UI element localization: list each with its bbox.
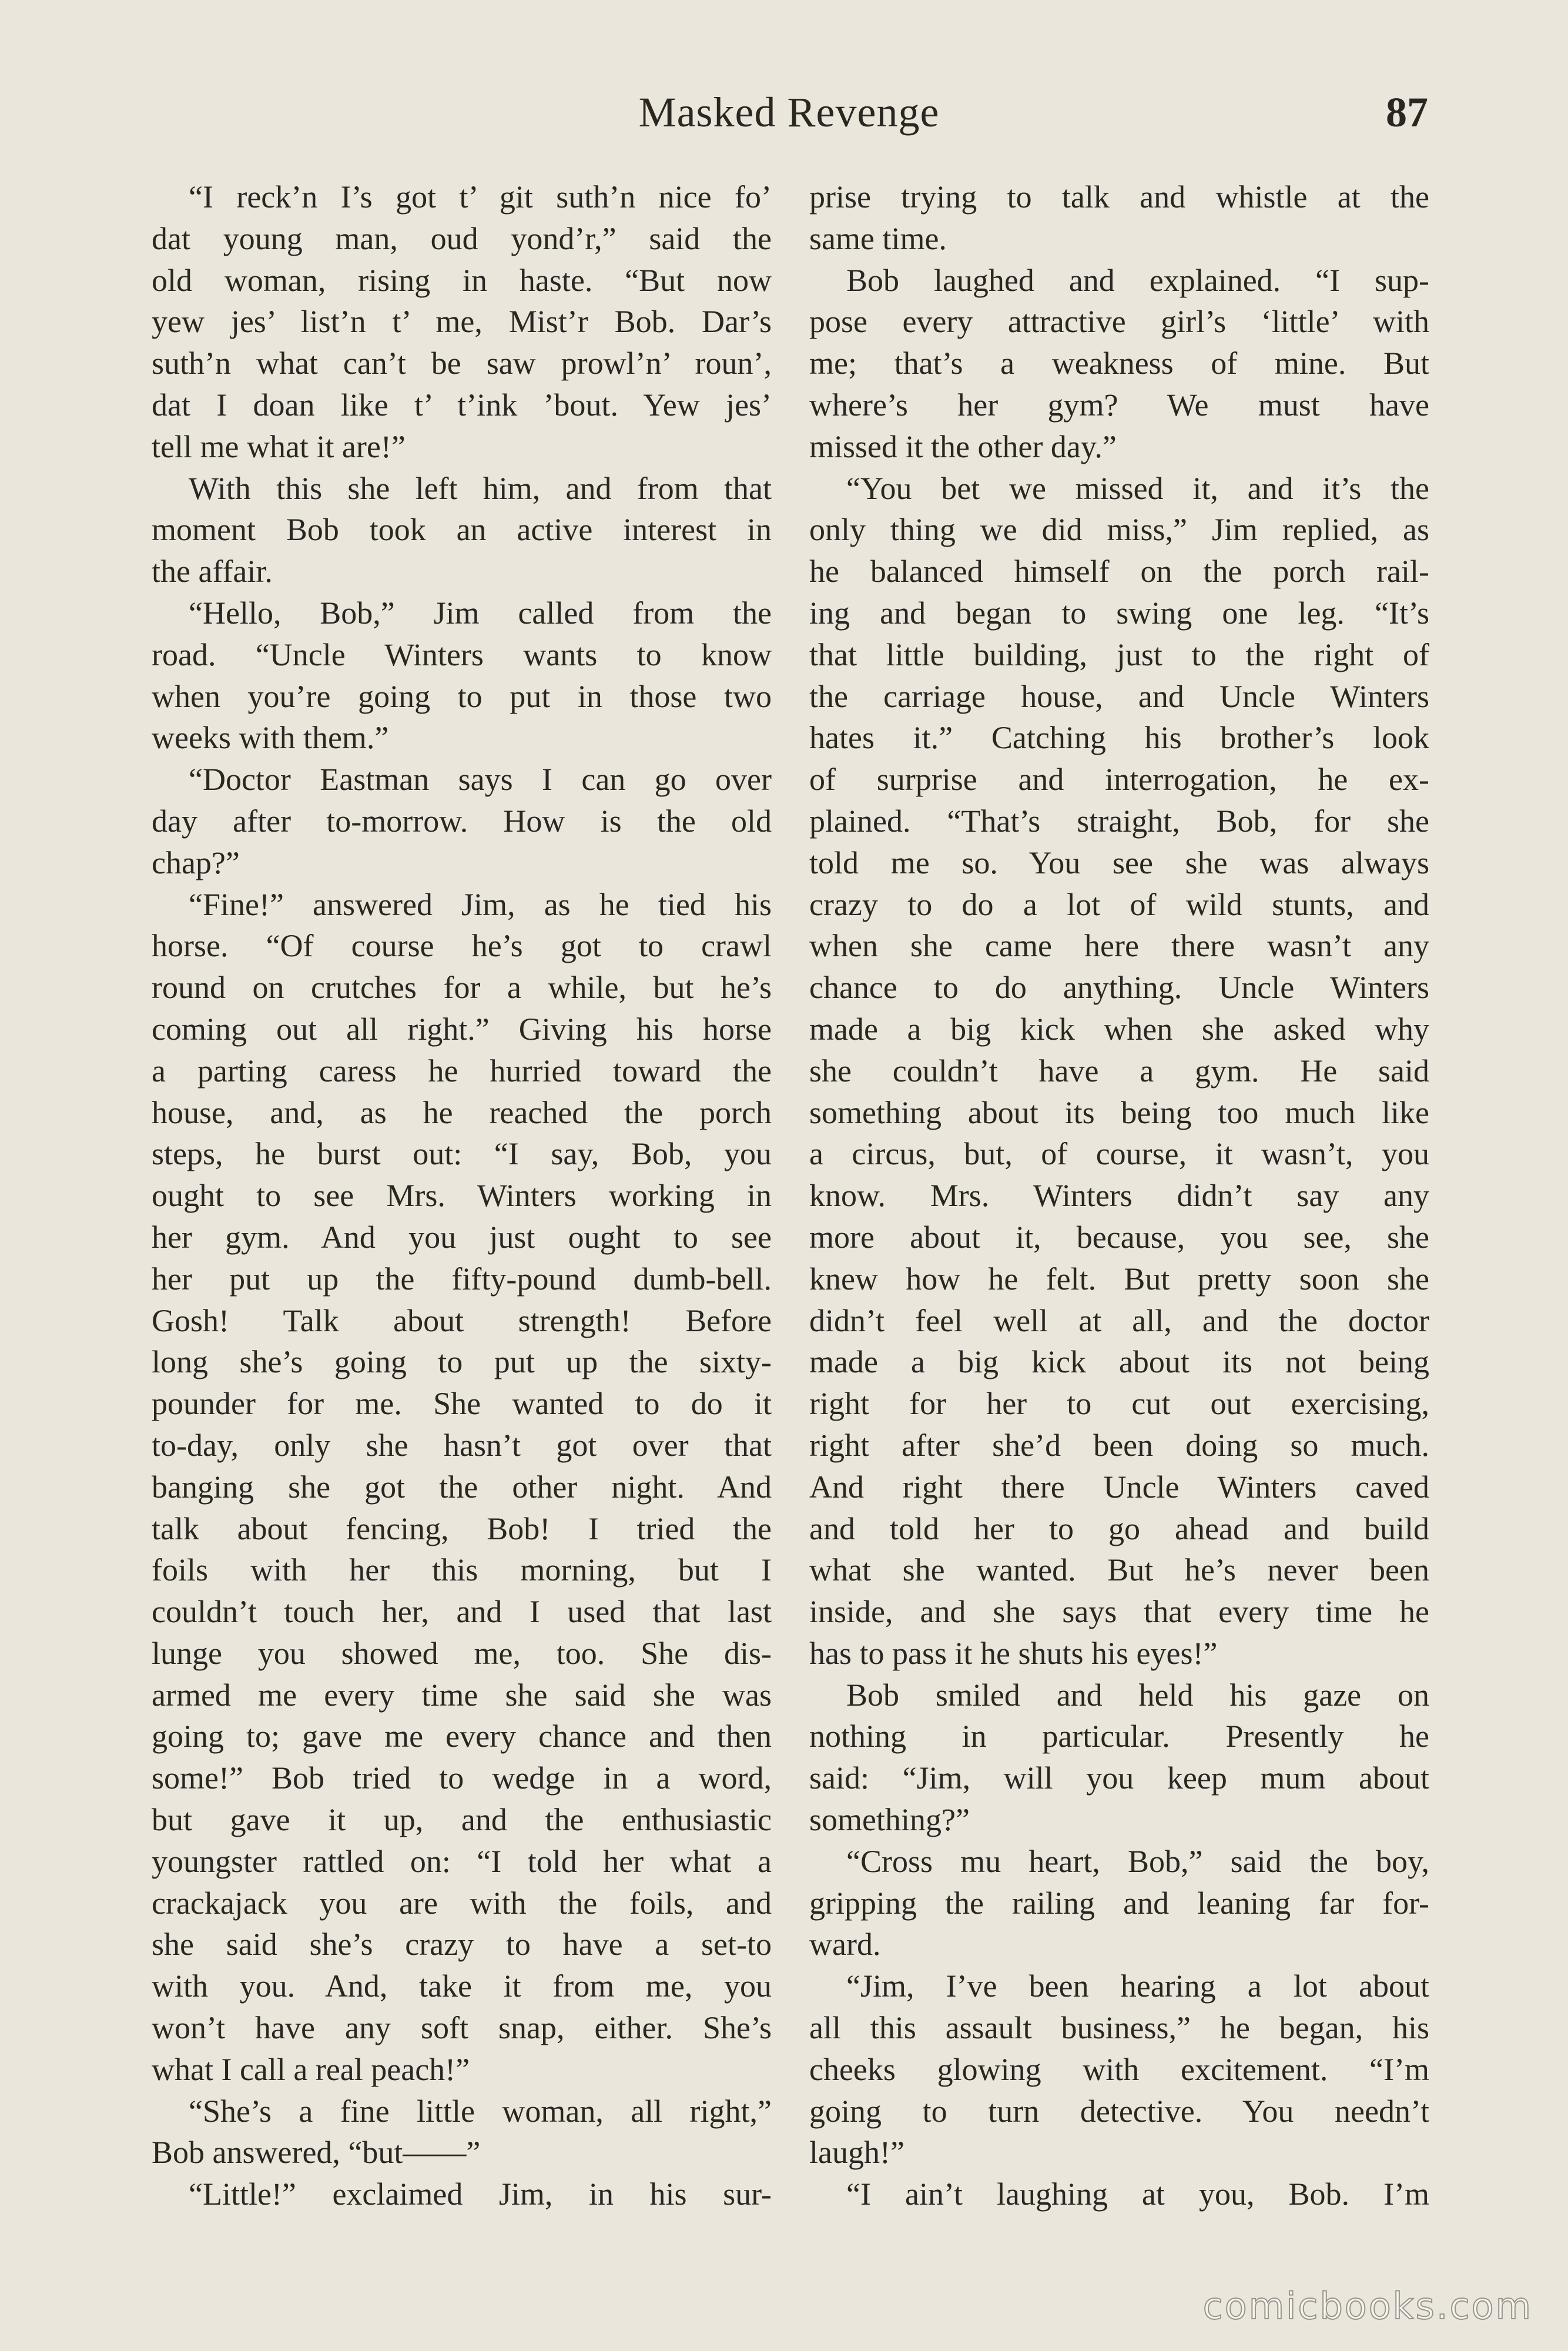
text-line: house, and, as he reached the porch [152, 1094, 772, 1130]
text-line: a parting caress he hurried toward the [152, 1053, 772, 1089]
text-line: coming out all right.” Giving his horse [152, 1011, 772, 1047]
text-line: right for her to cut out exercising, [809, 1386, 1429, 1422]
left-text-column [152, 176, 772, 2215]
text-line: know. Mrs. Winters didn’t say any [809, 1178, 1429, 1214]
text-line: “I ain’t laughing at you, Bob. I’m [846, 2176, 1429, 2212]
text-line: talk about fencing, Bob! I tried the [152, 1511, 772, 1546]
text-line: Gosh! Talk about strength! Before [152, 1302, 772, 1338]
text-line: and told her to go ahead and build [809, 1511, 1429, 1546]
text-line: all this assault business,” he began, his [809, 2010, 1429, 2046]
text-line: plained. “That’s straight, Bob, for she [809, 803, 1429, 839]
text-line: horse. “Of course he’s got to crawl [152, 928, 772, 964]
text-line: going to turn detective. You needn’t [809, 2093, 1429, 2129]
text-line: suth’n what can’t be saw prowl’n’ roun’, [152, 346, 772, 381]
text-line: round on crutches for a while, but he’s [152, 970, 772, 1006]
text-line: Bob answered, “but——” [152, 2135, 481, 2171]
text-line: made a big kick about its not being [809, 1344, 1429, 1380]
text-line: “Cross mu heart, Bob,” said the boy, [846, 1843, 1429, 1879]
text-line: dat I doan like t’ t’ink ’bout. Yew jes’ [152, 387, 772, 423]
text-line: cheeks glowing with excitement. “I’m [809, 2051, 1429, 2087]
text-line: youngster rattled on: “I told her what a [152, 1843, 772, 1879]
text-line: dat young man, oud yond’r,” said the [152, 220, 772, 256]
text-line: banging she got the other night. And [152, 1469, 772, 1505]
text-line: she couldn’t have a gym. He said [809, 1053, 1429, 1089]
text-line: “Jim, I’ve been hearing a lot about [846, 1968, 1429, 2004]
text-line: road. “Uncle Winters wants to know [152, 637, 772, 672]
text-line: tell me what it are!” [152, 428, 406, 464]
page-number: 87 [1386, 89, 1428, 136]
text-line: gripping the railing and leaning far for- [809, 1885, 1429, 1921]
text-line: of surprise and interrogation, he ex- [809, 762, 1429, 798]
text-line: hates it.” Catching his brother’s look [809, 720, 1429, 756]
text-line: moment Bob took an active interest in [152, 512, 772, 548]
text-line: the affair. [152, 554, 273, 590]
text-line: more about it, because, you see, she [809, 1219, 1429, 1255]
text-line: told me so. You see she was always [809, 845, 1429, 880]
text-line: made a big kick when she asked why [809, 1011, 1429, 1047]
text-line: couldn’t touch her, and I used that last [152, 1594, 772, 1630]
text-line: weeks with them.” [152, 720, 389, 756]
text-line: when you’re going to put in those two [152, 678, 772, 714]
text-line: that little building, just to the right of [809, 637, 1429, 672]
text-line: “Doctor Eastman says I can go over [189, 762, 772, 798]
text-line: some!” Bob tried to wedge in a word, [152, 1760, 772, 1796]
right-text-column [809, 176, 1429, 2215]
text-line: “Hello, Bob,” Jim called from the [189, 595, 772, 631]
text-line: to-day, only she hasn’t got over that [152, 1427, 772, 1463]
text-line: has to pass it he shuts his eyes!” [809, 1635, 1218, 1671]
text-line: ward. [809, 1927, 881, 1962]
text-line: her gym. And you just ought to see [152, 1219, 772, 1255]
text-line: something?” [809, 1802, 970, 1838]
text-line: with you. And, take it from me, you [152, 1968, 772, 2004]
text-line: pounder for me. She wanted to do it [152, 1386, 772, 1422]
text-line: what I call a real peach!” [152, 2051, 470, 2087]
text-line: the carriage house, and Uncle Winters [809, 678, 1429, 714]
text-line: long she’s going to put up the sixty- [152, 1344, 772, 1380]
text-line: steps, he burst out: “I say, Bob, you [152, 1136, 772, 1172]
text-line: what she wanted. But he’s never been [809, 1552, 1429, 1588]
text-line: “Little!” exclaimed Jim, in his sur- [189, 2176, 772, 2212]
text-line: crazy to do a lot of wild stunts, and [809, 886, 1429, 922]
text-line: her put up the fifty-pound dumb-bell. [152, 1261, 772, 1297]
text-line: yew jes’ list’n t’ me, Mist’r Bob. Dar’s [152, 304, 772, 340]
text-line: prise trying to talk and whistle at the [809, 179, 1429, 215]
text-line: when she came here there wasn’t any [809, 928, 1429, 964]
text-line: knew how he felt. But pretty soon she [809, 1261, 1429, 1297]
text-line: chap?” [152, 845, 240, 880]
text-line: crackajack you are with the foils, and [152, 1885, 772, 1921]
text-line: something about its being too much like [809, 1094, 1429, 1130]
text-line: “You bet we missed it, and it’s the [846, 470, 1429, 506]
text-line: armed me every time she said she was [152, 1677, 772, 1713]
text-line: “Fine!” answered Jim, as he tied his [189, 886, 772, 922]
text-line: lunge you showed me, too. She dis- [152, 1635, 772, 1671]
text-line: old woman, rising in haste. “But now [152, 262, 772, 298]
text-line: where’s her gym? We must have [809, 387, 1429, 423]
text-line: day after to-morrow. How is the old [152, 803, 772, 839]
text-line: right after she’d been doing so much. [809, 1427, 1429, 1463]
text-line: chance to do anything. Uncle Winters [809, 970, 1429, 1006]
text-line: but gave it up, and the enthusiastic [152, 1802, 772, 1838]
text-line: Bob laughed and explained. “I sup- [846, 262, 1429, 298]
text-line: pose every attractive girl’s ‘little’ with [809, 304, 1429, 340]
text-line: inside, and she says that every time he [809, 1594, 1429, 1630]
text-line: going to; gave me every chance and then [152, 1719, 772, 1754]
text-line: And right there Uncle Winters caved [809, 1469, 1429, 1505]
text-line: same time. [809, 220, 947, 256]
text-line: only thing we did miss,” Jim replied, as [809, 512, 1429, 548]
text-line: foils with her this morning, but I [152, 1552, 772, 1588]
text-line: said: “Jim, will you keep mum about [809, 1760, 1429, 1796]
text-line: With this she left him, and from that [189, 470, 772, 506]
text-line: Bob smiled and held his gaze on [846, 1677, 1429, 1713]
text-line: a circus, but, of course, it wasn’t, you [809, 1136, 1429, 1172]
text-line: me; that’s a weakness of mine. But [809, 346, 1429, 381]
text-line: ought to see Mrs. Winters working in [152, 1178, 772, 1214]
text-line: he balanced himself on the porch rail- [809, 554, 1429, 590]
text-line: didn’t feel well at all, and the doctor [809, 1302, 1429, 1338]
text-line: “She’s a fine little woman, all right,” [189, 2093, 772, 2129]
text-line: won’t have any soft snap, either. She’s [152, 2010, 772, 2046]
running-title: Masked Revenge [638, 89, 940, 136]
text-line: she said she’s crazy to have a set-to [152, 1927, 772, 1962]
page-header [150, 88, 1428, 147]
text-line: ing and began to swing one leg. “It’s [809, 595, 1429, 631]
text-line: nothing in particular. Presently he [809, 1719, 1429, 1754]
watermark-logo: comicbooks.com [1202, 2285, 1533, 2327]
text-line: “I reck’n I’s got t’ git suth’n nice fo’ [189, 179, 772, 215]
text-line: missed it the other day.” [809, 428, 1117, 464]
text-line: laugh!” [809, 2135, 904, 2171]
